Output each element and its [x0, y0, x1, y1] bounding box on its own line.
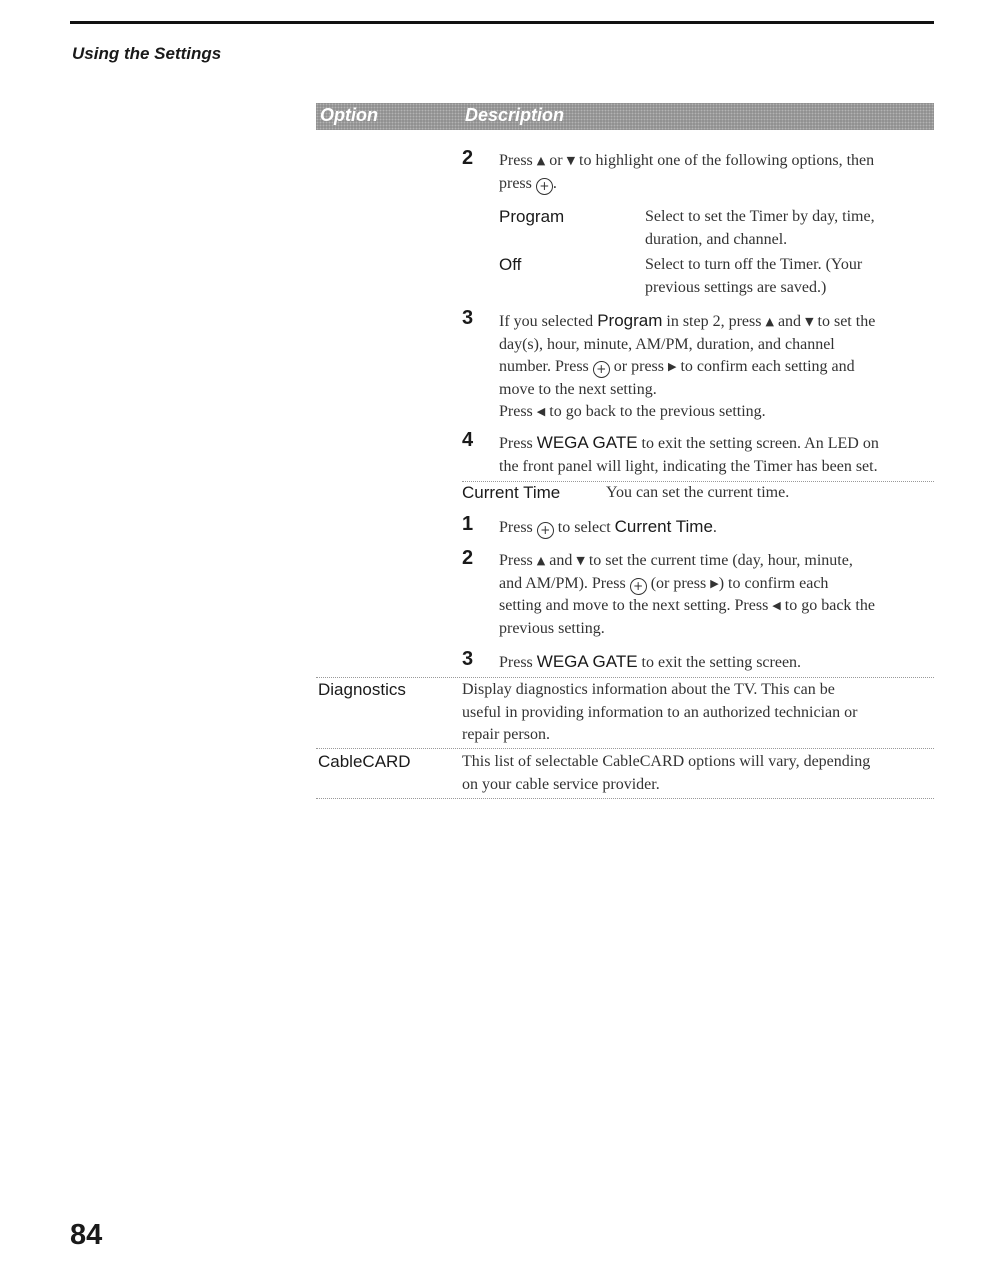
timer-step-4-number: 4: [462, 429, 474, 451]
header-option: Option: [320, 105, 378, 125]
text: and: [773, 313, 806, 330]
row-divider: [316, 748, 934, 749]
text: in step 2, press: [662, 313, 766, 330]
text: Press: [499, 152, 537, 169]
timer-step-3-text: [499, 310, 929, 424]
current-time-step-3-number: 3: [462, 648, 474, 670]
text: repair person.: [462, 726, 550, 743]
text: to select: [553, 519, 615, 536]
timer-step-2-text: [499, 150, 929, 195]
text: to go back the: [780, 597, 875, 614]
text: and AM/PM). Press: [499, 574, 630, 592]
text: to confirm each setting and: [676, 358, 855, 375]
table-header: [316, 103, 934, 130]
up-arrow-icon: ▲: [765, 315, 774, 328]
text: .: [712, 519, 717, 536]
diagnostics-label: Diagnostics: [318, 680, 406, 699]
enter-button-icon: +: [593, 361, 610, 378]
text: ) to confirm each: [718, 574, 829, 592]
enter-button-icon: +: [536, 178, 553, 195]
text: number. Press: [499, 358, 593, 375]
page-number: 84: [70, 1219, 103, 1251]
current-time-label: Current Time: [462, 483, 561, 502]
option-program-desc: [645, 206, 875, 251]
diagnostics-desc: [462, 679, 932, 747]
text: to set the current time (day, hour, minute,: [584, 552, 853, 569]
text: or: [545, 152, 567, 169]
option-off-name: Off: [499, 255, 522, 274]
text: setting and move to the next setting. Press: [499, 597, 773, 614]
timer-step-4-text: [499, 432, 929, 478]
text: Press: [499, 519, 537, 536]
text: previous settings are saved.): [645, 278, 827, 296]
text: Press: [499, 403, 537, 420]
option-program-name: Program: [499, 207, 565, 226]
cablecard-label: CableCARD: [318, 752, 411, 771]
left-arrow-icon: ◀: [772, 599, 781, 612]
text: and: [545, 552, 577, 569]
text: to set the: [813, 313, 876, 330]
text: Select to set the Timer by day, time,: [645, 208, 875, 225]
timer-step-2-number: 2: [462, 147, 474, 169]
text: Press: [499, 435, 537, 452]
term-program: Program: [597, 311, 663, 330]
text: duration, and channel.: [645, 230, 788, 248]
term-wega-gate: WEGA GATE: [536, 433, 638, 452]
down-arrow-icon: ▼: [566, 154, 576, 167]
text: Press: [499, 552, 537, 569]
current-time-step-2-text: [499, 550, 929, 640]
cablecard-desc: [462, 751, 932, 796]
down-arrow-icon: ▼: [576, 554, 585, 567]
text: previous setting.: [499, 619, 605, 637]
section-title: Using the Settings: [72, 44, 222, 63]
current-time-desc: You can set the current time.: [606, 484, 790, 501]
header-description: Description: [465, 105, 565, 125]
text: .: [552, 174, 557, 192]
text: day(s), hour, minute, AM/PM, duration, and channel: [499, 335, 835, 353]
text: This list of selectable CableCARD options will vary, depending: [462, 753, 871, 770]
text: to highlight one of the following options, then: [575, 152, 875, 169]
right-arrow-icon: ▶: [710, 576, 719, 590]
current-time-step-1-text: [499, 516, 717, 540]
row-divider: [316, 677, 934, 678]
text: press: [499, 174, 536, 192]
timer-step-3-number: 3: [462, 307, 474, 329]
right-arrow-icon: ▶: [668, 360, 677, 373]
up-arrow-icon: ▲: [536, 554, 546, 567]
text: on your cable service provider.: [462, 775, 660, 793]
down-arrow-icon: ▼: [805, 315, 814, 328]
text: If you selected: [499, 313, 598, 330]
term-wega-gate: WEGA GATE: [536, 652, 638, 671]
current-time-step-3-text: [499, 651, 801, 675]
text: useful in providing information to an authorized technician or: [462, 703, 858, 721]
text: Select to turn off the Timer. (Your: [645, 256, 863, 273]
text: or press: [609, 358, 668, 375]
text: to exit the setting screen.: [637, 654, 802, 671]
table-bottom-divider: [316, 798, 934, 799]
left-arrow-icon: ◀: [536, 405, 546, 418]
up-arrow-icon: ▲: [536, 154, 546, 167]
current-time-step-2-number: 2: [462, 547, 474, 569]
text: to go back to the previous setting.: [545, 403, 766, 420]
top-rule: [70, 21, 934, 24]
text: move to the next setting.: [499, 380, 657, 398]
text: to exit the setting screen. An LED on: [637, 435, 879, 452]
text: the front panel will light, indicating the Timer has been set.: [499, 457, 878, 475]
enter-button-icon: +: [630, 578, 647, 595]
option-off-desc: [645, 254, 862, 299]
enter-button-icon: +: [537, 522, 554, 539]
term-current-time: Current Time: [614, 517, 713, 536]
current-time-step-1-number: 1: [462, 513, 474, 535]
text: Display diagnostics information about the TV. This can be: [462, 681, 835, 698]
text: (or press: [646, 574, 711, 592]
options-table: [316, 103, 934, 130]
text: Press: [499, 654, 537, 671]
